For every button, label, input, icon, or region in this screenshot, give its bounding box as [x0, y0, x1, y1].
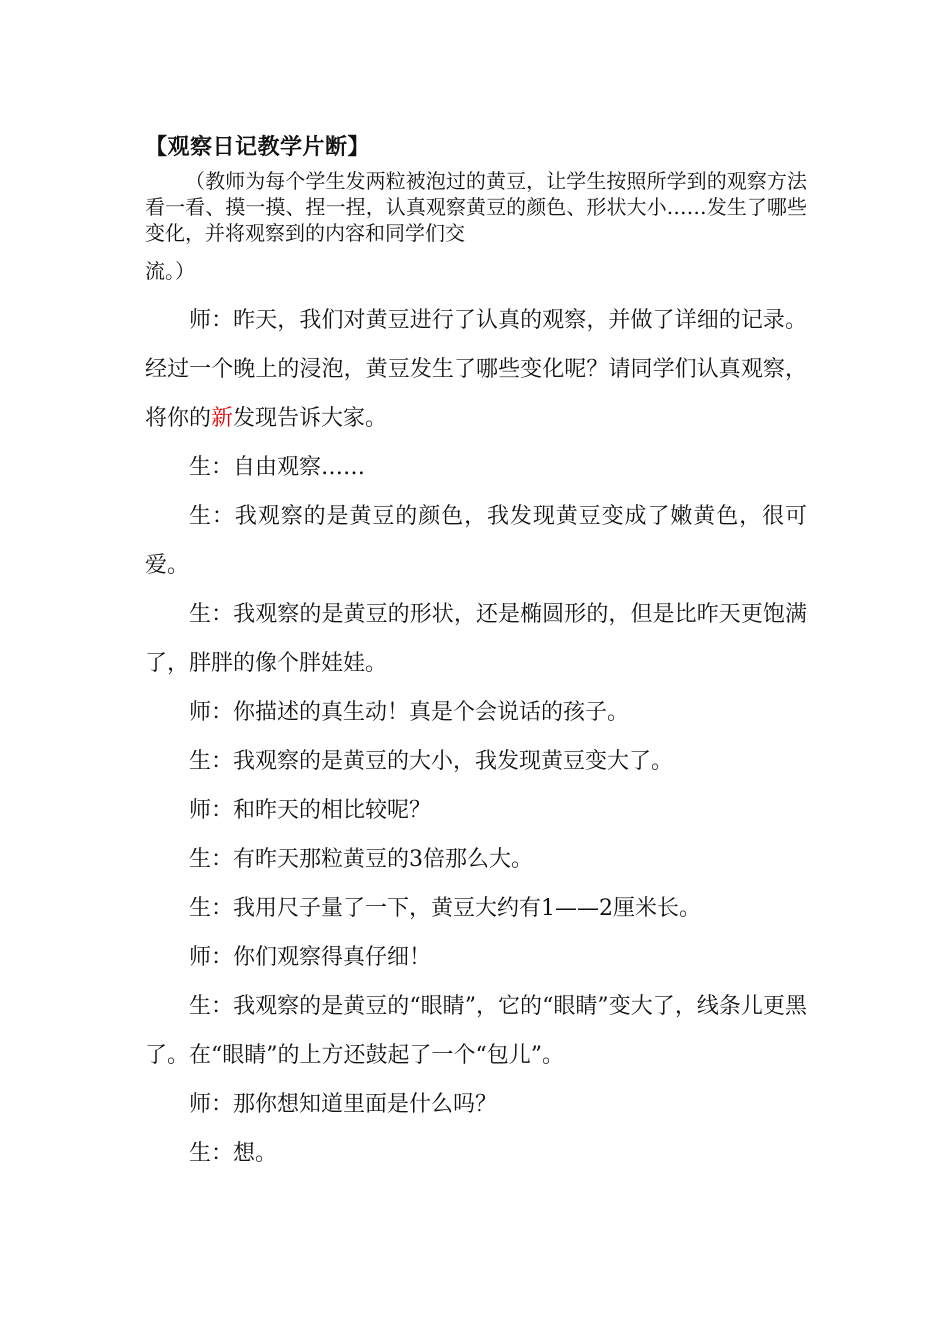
intro-text: （教师为每个学生发两粒被泡过的黄豆，让学生按照所学到的观察方法看一看、摸一摸、捏一捏，认真观察黄豆的颜色、形状大小……发生了哪些变化，并将观察到的内容和同学们交	[145, 169, 807, 245]
intro-tail: 流。）	[145, 259, 195, 283]
dialogue-teacher-compare: 师：和昨天的相比较呢？	[189, 798, 432, 823]
dialogue-teacher-1	[145, 296, 807, 443]
highlighted-word: 新	[211, 406, 234, 431]
dialogue-student-size: 生：我观察的是黄豆的大小，我发现黄豆变大了。	[189, 749, 674, 774]
dialogue-student-observe: 生：自由观察……	[189, 455, 366, 480]
section-title: 【观察日记教学片断】	[145, 135, 371, 160]
dialogue-teacher-careful: 师：你们观察得真仔细！	[189, 945, 432, 970]
dialogue-student-answer: 生：想。	[189, 1141, 278, 1166]
dialogue-teacher-praise: 师：你描述的真生动！真是个会说话的孩子。	[189, 700, 630, 725]
dialogue-student-measure: 生：我用尺子量了一下，黄豆大约有1——2厘米长。	[189, 896, 701, 921]
dialogue-student-times: 生：有昨天那粒黄豆的3倍那么大。	[189, 847, 533, 872]
dialogue-text: 发现告诉大家。	[233, 406, 388, 431]
dialogue-text: 师：昨天，我们对黄豆进行了认真的观察，并做了详细的记录。经过一个晚上的浸泡，黄豆发生了哪些变化呢？请同学们认真观察，将你的	[145, 308, 807, 431]
dialogue-student-shape: 生：我观察的是黄豆的形状，还是椭圆形的，但是比昨天更饱满了，胖胖的像个胖娃娃。	[145, 602, 807, 676]
intro-paragraph	[145, 168, 807, 296]
dialogue-student-color: 生：我观察的是黄豆的颜色，我发现黄豆变成了嫩黄色，很可爱。	[145, 504, 807, 578]
dialogue-teacher-question: 师：那你想知道里面是什么吗？	[189, 1092, 498, 1117]
document-body	[145, 128, 807, 1178]
dialogue-student-eye: 生：我观察的是黄豆的“眼睛”，它的“眼睛”变大了，线条儿更黑了。在“眼睛”的上方还鼓起了一个“包儿”。	[145, 994, 807, 1068]
